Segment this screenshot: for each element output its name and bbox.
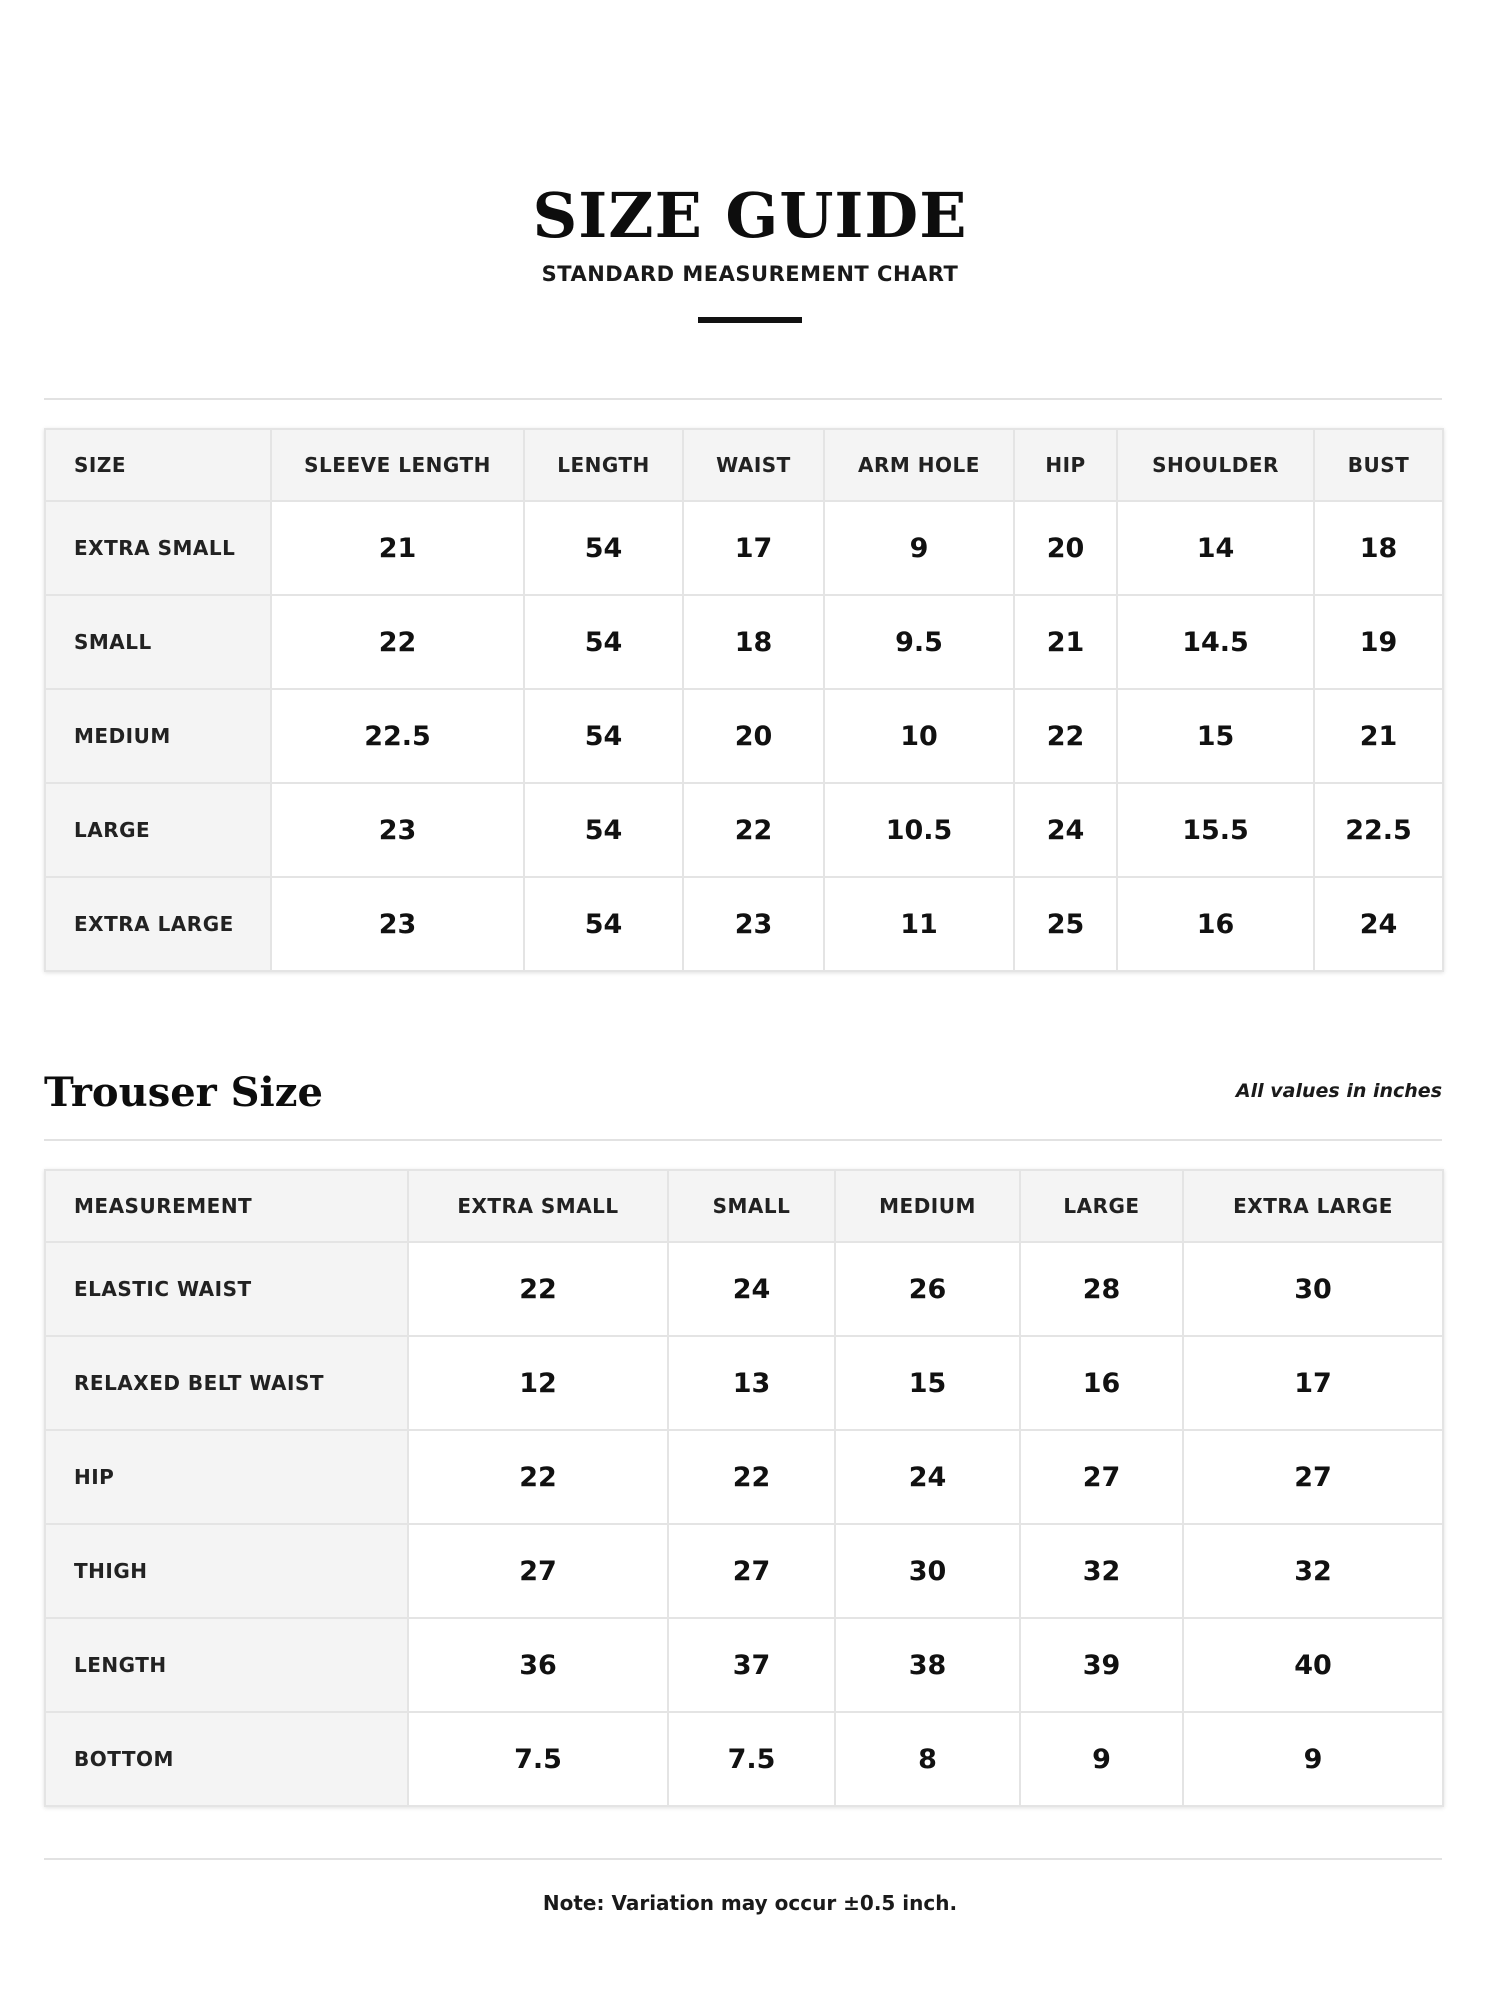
table-cell: 54 [524,783,683,877]
table-cell: 23 [683,877,824,971]
table-cell: 23 [271,783,524,877]
table-cell: 32 [1020,1524,1183,1618]
table-cell: 26 [835,1242,1020,1336]
table-cell: 16 [1020,1336,1183,1430]
table-cell: 15 [1117,689,1314,783]
size-table-header-row [45,429,1443,501]
row-label: LENGTH [45,1618,408,1712]
table-cell: 14 [1117,501,1314,595]
table-cell: 54 [524,595,683,689]
table-cell: 22 [271,595,524,689]
size-table [44,428,1444,972]
row-label: RELAXED BELT WAIST [45,1336,408,1430]
table-cell: 21 [1314,689,1443,783]
table-cell: 36 [408,1618,668,1712]
table-cell: 27 [668,1524,835,1618]
table-cell: 24 [835,1430,1020,1524]
table-cell: 38 [835,1618,1020,1712]
table-row [45,1336,1443,1430]
divider-trouser [44,1139,1442,1141]
row-label: THIGH [45,1524,408,1618]
table-cell: 22.5 [271,689,524,783]
table-cell: 13 [668,1336,835,1430]
column-header: SMALL [668,1170,835,1242]
table-cell: 27 [408,1524,668,1618]
table-cell: 32 [1183,1524,1443,1618]
table-cell: 22 [683,783,824,877]
table-cell: 28 [1020,1242,1183,1336]
footer-note: Note: Variation may occur ±0.5 inch. [542,1891,958,1915]
table-cell: 22.5 [1314,783,1443,877]
column-header: HIP [1014,429,1117,501]
table-cell: 18 [1314,501,1443,595]
column-header: SIZE [45,429,271,501]
table-row [45,783,1443,877]
table-row [45,1618,1443,1712]
table-cell: 7.5 [408,1712,668,1806]
table-cell: 54 [524,501,683,595]
column-header: LARGE [1020,1170,1183,1242]
table-cell: 15.5 [1117,783,1314,877]
column-header: BUST [1314,429,1443,501]
row-label: BOTTOM [45,1712,408,1806]
table-cell: 22 [408,1242,668,1336]
table-cell: 27 [1183,1430,1443,1524]
units-note: All values in inches [1235,1080,1442,1102]
row-label: ELASTIC WAIST [45,1242,408,1336]
table-cell: 22 [668,1430,835,1524]
page-subtitle: STANDARD MEASUREMENT CHART [541,262,959,286]
row-label: LARGE [45,783,271,877]
table-cell: 10.5 [824,783,1014,877]
table-cell: 22 [1014,689,1117,783]
column-header: ARM HOLE [824,429,1014,501]
trouser-table [44,1169,1444,1807]
table-row [45,1524,1443,1618]
column-header: MEASUREMENT [45,1170,408,1242]
row-label: EXTRA SMALL [45,501,271,595]
table-cell: 20 [683,689,824,783]
table-cell: 25 [1014,877,1117,971]
table-cell: 9 [1020,1712,1183,1806]
title-underline [698,317,802,323]
table-cell: 39 [1020,1618,1183,1712]
table-cell: 21 [271,501,524,595]
table-cell: 11 [824,877,1014,971]
column-header: LENGTH [524,429,683,501]
table-cell: 16 [1117,877,1314,971]
table-cell: 24 [1314,877,1443,971]
table-cell: 9 [1183,1712,1443,1806]
table-cell: 12 [408,1336,668,1430]
table-cell: 23 [271,877,524,971]
column-header: SLEEVE LENGTH [271,429,524,501]
table-cell: 30 [835,1524,1020,1618]
column-header: EXTRA SMALL [408,1170,668,1242]
table-cell: 14.5 [1117,595,1314,689]
table-cell: 27 [1020,1430,1183,1524]
table-cell: 54 [524,689,683,783]
column-header: MEDIUM [835,1170,1020,1242]
row-label: MEDIUM [45,689,271,783]
table-row [45,1430,1443,1524]
table-row [45,877,1443,971]
column-header: WAIST [683,429,824,501]
table-cell: 15 [835,1336,1020,1430]
row-label: SMALL [45,595,271,689]
table-cell: 37 [668,1618,835,1712]
divider-top [44,398,1442,400]
table-cell: 9.5 [824,595,1014,689]
table-cell: 21 [1014,595,1117,689]
table-cell: 7.5 [668,1712,835,1806]
table-row [45,595,1443,689]
row-label: HIP [45,1430,408,1524]
divider-bottom [44,1858,1442,1860]
column-header: SHOULDER [1117,429,1314,501]
table-cell: 54 [524,877,683,971]
table-cell: 10 [824,689,1014,783]
table-row [45,689,1443,783]
trouser-section-title: Trouser Size [44,1069,323,1116]
table-row [45,1712,1443,1806]
table-cell: 8 [835,1712,1020,1806]
table-cell: 22 [408,1430,668,1524]
table-cell: 18 [683,595,824,689]
table-row [45,1242,1443,1336]
table-cell: 24 [1014,783,1117,877]
column-header: EXTRA LARGE [1183,1170,1443,1242]
table-cell: 19 [1314,595,1443,689]
table-cell: 30 [1183,1242,1443,1336]
table-row [45,501,1443,595]
row-label: EXTRA LARGE [45,877,271,971]
trouser-table-header-row [45,1170,1443,1242]
table-cell: 40 [1183,1618,1443,1712]
table-cell: 20 [1014,501,1117,595]
table-cell: 17 [683,501,824,595]
table-cell: 9 [824,501,1014,595]
page-title: SIZE GUIDE [532,179,968,252]
table-cell: 24 [668,1242,835,1336]
table-cell: 17 [1183,1336,1443,1430]
